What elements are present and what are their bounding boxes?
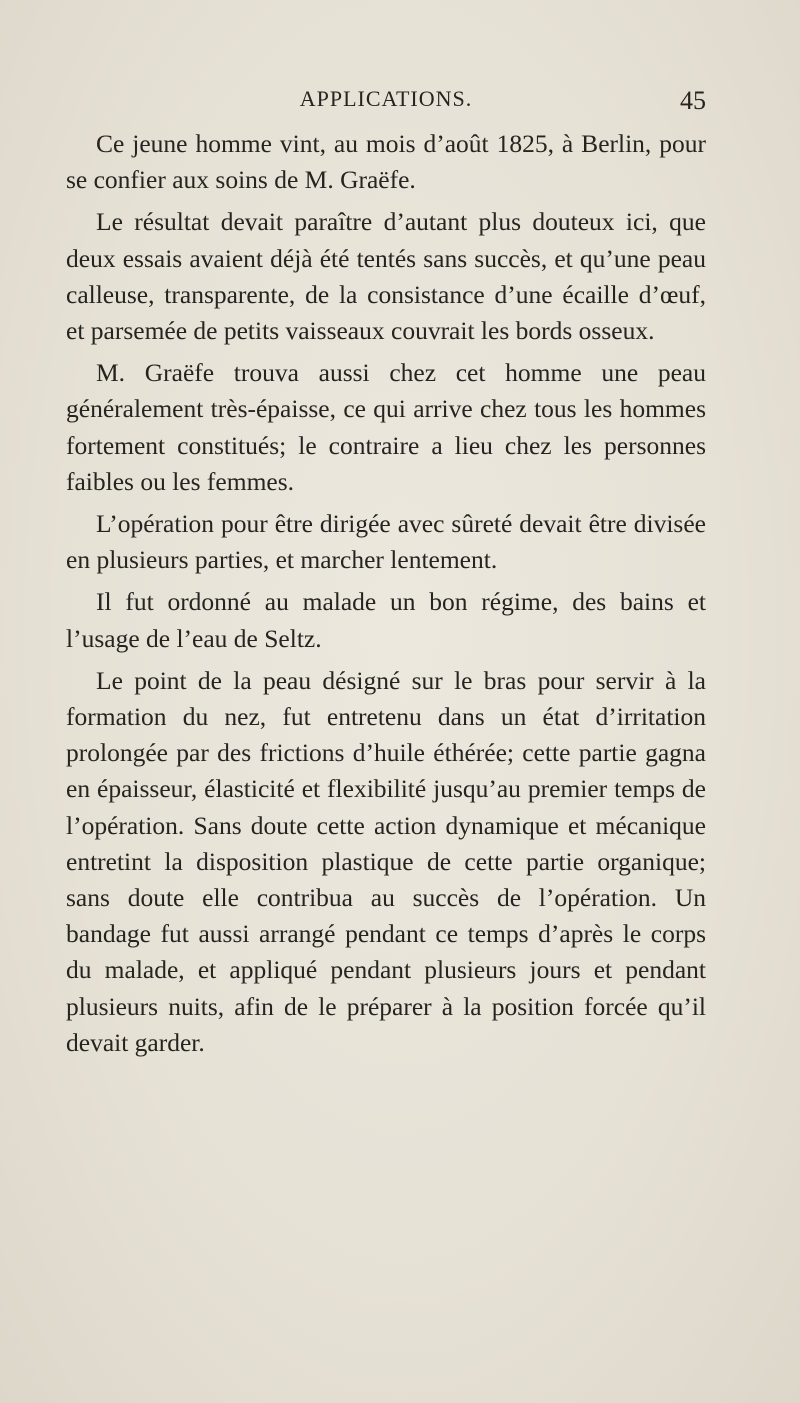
- paragraph: Il fut ordonné au malade un bon régime, des bains et l’usage de l’eau de Seltz.: [66, 587, 706, 653]
- paragraph: L’opération pour être dirigée avec sûreté devait être divisée en plusieurs parties, et marcher lentement.: [66, 509, 706, 575]
- body-text: [66, 126, 706, 1067]
- page-number: 45: [680, 86, 706, 115]
- page-header: [66, 86, 706, 120]
- paragraph: M. Graëfe trouva aussi chez cet homme une peau généralement très-épaisse, ce qui arrive chez tous les hommes fortement constitués; le contraire a lieu chez les personnes faibles ou les femmes.: [66, 358, 706, 496]
- running-title: APPLICATIONS.: [299, 86, 473, 111]
- paragraph: Le résultat devait paraître d’autant plus douteux ici, que deux essais avaient déjà été tentés sans succès, et qu’une peau calleuse, transparente, de la consistance d’une écaille d’œuf, et parsemée de petits vaisseaux couvrait les bords osseux.: [66, 207, 706, 346]
- paragraph: Le point de la peau désigné sur le bras pour servir à la formation du nez, fut entretenu dans un état d’irritation prolongée par des frictions d’huile éthérée; cette partie gagna en épaisseur, élasticité et flexibilité jusqu’au premier temps de l’opération. Sans doute cette action dynamique et mécanique entretint la disposition plastique de cette partie organique; sans doute elle contribua au succès de l’opération. Un bandage fut aussi arrangé pendant ce temps d’après le corps du malade, et appliqué pendant plusieurs jours et pendant plusieurs nuits, afin de le préparer à la position forcée qu’il devait garder.: [66, 665, 706, 1057]
- paragraph: Ce jeune homme vint, au mois d’août 1825, à Berlin, pour se confier aux soins de M. Graëfe.: [66, 129, 706, 195]
